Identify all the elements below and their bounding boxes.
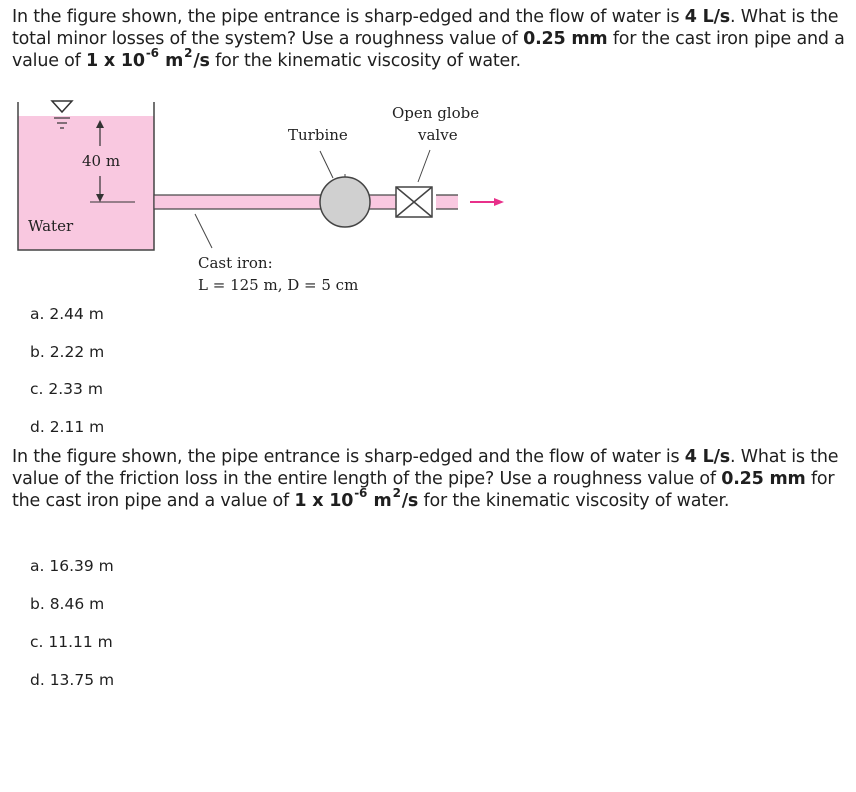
water-label: Water — [28, 217, 74, 235]
valve-label-line2: valve — [418, 126, 458, 144]
question-2-option-a[interactable]: a. 16.39 m — [30, 557, 114, 575]
question-1-text: In the figure shown, the pipe entrance is sharp-edged and the flow of water is 4 L/s. What is the total minor losses of the system? Use a roughness value of 0.25 mm for the cast iron pipe and a value of 1 x $10^{-6}$ $m^2/s$ for the kinematic viscosity of water. — [12, 7, 845, 71]
question-1-option-d[interactable]: d. 2.11 m — [30, 418, 105, 436]
question-2-text: In the figure shown, the pipe entrance is sharp-edged and the flow of water is 4 L/s. What is the value of the friction loss in the entire length of the pipe? Use a roughness value of 0.25 mm for the cast iron pipe and a value of 1 x $10^{-6}$ $m^2/s$ for the kinematic viscosity of water. — [12, 447, 839, 511]
valve-label-line1: Open globe — [392, 104, 480, 122]
height-label: 40 m — [82, 152, 121, 170]
pipe-label-line1: Cast iron: — [198, 254, 273, 272]
question-1-option-a[interactable]: a. 2.44 m — [30, 305, 104, 323]
question-1-option-c[interactable]: c. 2.33 m — [30, 380, 103, 398]
question-2-option-c[interactable]: c. 11.11 m — [30, 633, 113, 651]
question-2-option-d[interactable]: d. 13.75 m — [30, 671, 115, 689]
turbine — [320, 177, 370, 227]
pipe — [154, 195, 414, 209]
question-2-option-b[interactable]: b. 8.46 m — [30, 595, 105, 613]
question-1-option-b[interactable]: b. 2.22 m — [30, 343, 105, 361]
turbine-label: Turbine — [288, 126, 348, 144]
pipe-label-line2: L = 125 m, D = 5 cm — [198, 276, 359, 294]
water-surface-symbol — [52, 101, 72, 112]
pipe-system-figure — [0, 96, 520, 296]
